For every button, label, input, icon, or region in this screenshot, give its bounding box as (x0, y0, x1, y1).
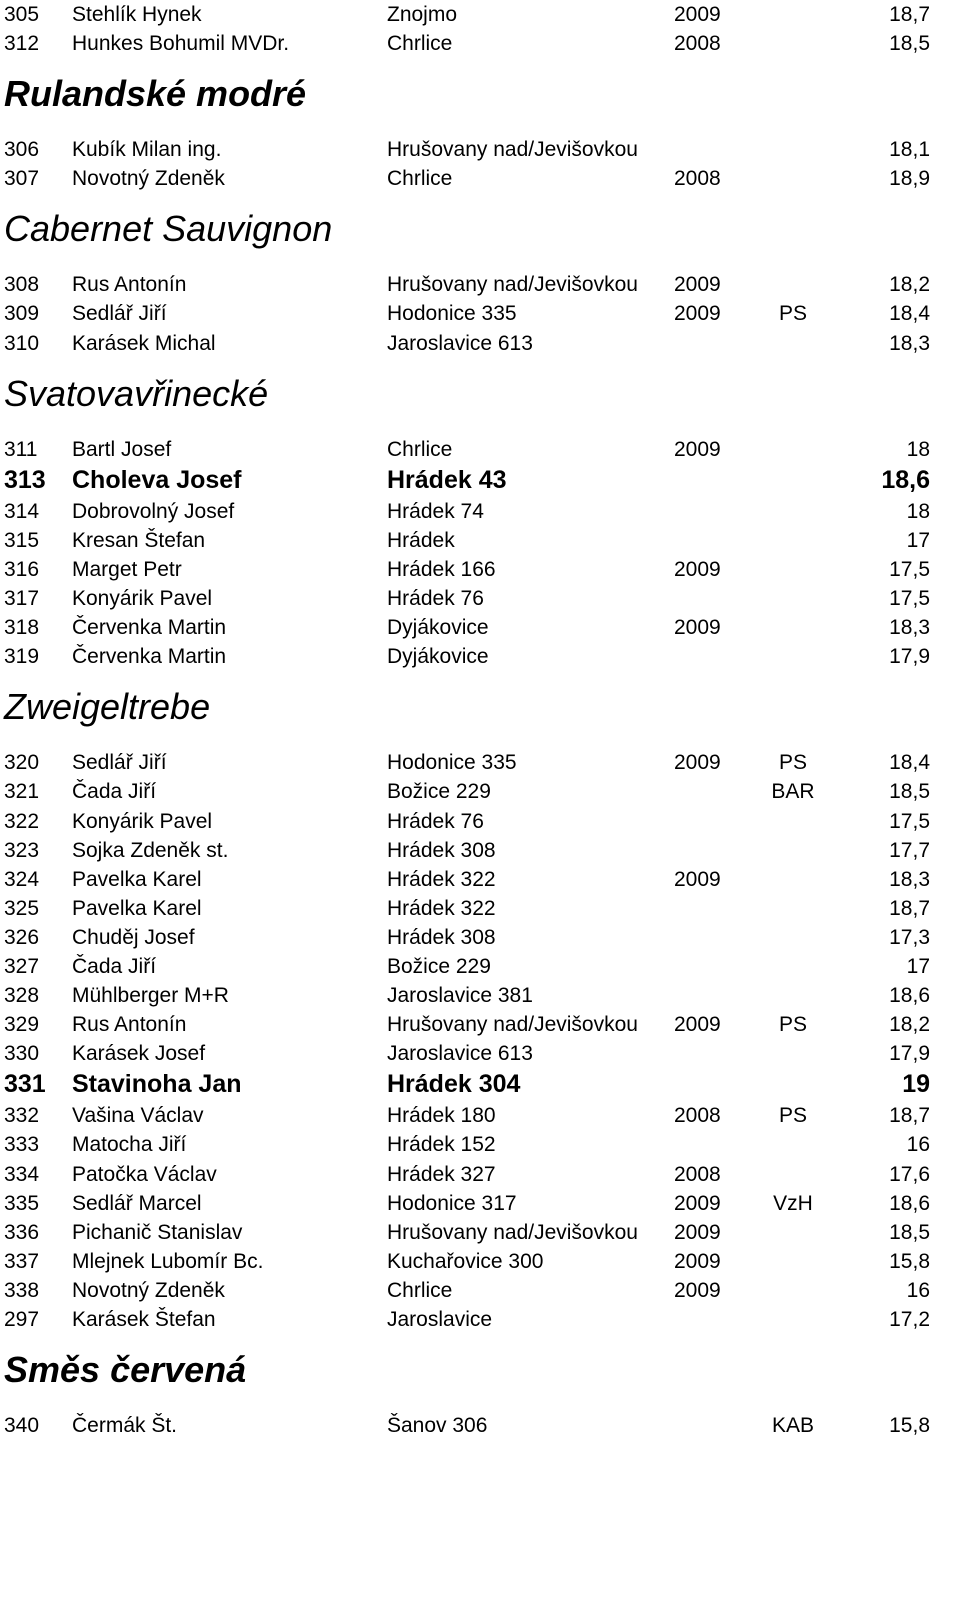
variety-note: PS (778, 751, 807, 775)
score-value: 17 (906, 528, 930, 552)
score-value: 17,5 (889, 809, 930, 833)
variety-note: PS (778, 302, 807, 326)
vintage-year: 2009 (674, 616, 721, 640)
grower-name: Sedlář Jiří (72, 302, 167, 326)
table-row (0, 135, 960, 164)
score-value: 18,7 (889, 1104, 930, 1128)
grower-name: Bartl Josef (72, 437, 172, 461)
entry-number: 307 (4, 167, 40, 191)
grower-name: Patočka Václav (72, 1162, 217, 1186)
grower-place: Hodonice 335 (387, 751, 517, 775)
grower-name: Novotný Zdeněk (72, 167, 225, 191)
entry-number: 319 (4, 645, 40, 669)
score-value: 18,2 (889, 273, 930, 297)
table-row (0, 1189, 960, 1218)
variety-note: BAR (771, 780, 815, 804)
grower-name: Konyárik Pavel (72, 587, 213, 611)
grower-place: Božice 229 (387, 780, 491, 804)
section-heading: Zweigeltrebe (4, 686, 211, 728)
grower-name: Čermák Št. (72, 1414, 178, 1438)
grower-name: Pavelka Karel (72, 867, 202, 891)
table-row (0, 1039, 960, 1068)
vintage-year: 2009 (674, 302, 721, 326)
grower-place: Chrlice (387, 32, 453, 56)
table-row (0, 29, 960, 58)
grower-place: Hrádek (387, 528, 455, 552)
grower-place: Hrádek 43 (387, 465, 507, 494)
grower-place: Hrádek 166 (387, 557, 496, 581)
grower-place: Hrádek 152 (387, 1133, 496, 1157)
grower-place: Božice 229 (387, 954, 491, 978)
score-value: 18,4 (889, 302, 930, 326)
grower-place: Znojmo (387, 3, 458, 26)
vintage-year: 2009 (674, 867, 721, 891)
grower-place: Hrušovany nad/Jevišovkou (387, 273, 638, 297)
score-value: 18,3 (889, 616, 930, 640)
grower-place: Jaroslavice 381 (387, 984, 533, 1008)
vintage-year: 2008 (674, 1104, 721, 1128)
entry-number: 336 (4, 1220, 40, 1244)
vintage-year: 2009 (674, 1220, 721, 1244)
vintage-year: 2009 (674, 1013, 721, 1037)
vintage-year: 2009 (674, 1278, 721, 1302)
grower-name: Karásek Štefan (72, 1308, 216, 1331)
grower-name: Čada Jiří (72, 780, 157, 804)
table-row (0, 329, 960, 358)
table-row (0, 1247, 960, 1276)
score-value: 18,5 (889, 780, 930, 804)
vintage-year: 2008 (674, 167, 721, 191)
score-value: 18,6 (889, 984, 930, 1008)
grower-name: Červenka Martin (72, 616, 227, 640)
grower-name: Matocha Jiří (72, 1133, 187, 1157)
vintage-year: 2008 (674, 1162, 721, 1186)
grower-place: Hrádek 304 (387, 1070, 521, 1099)
grower-place: Jaroslavice (387, 1308, 493, 1331)
score-value: 18,5 (889, 1220, 930, 1244)
score-value: 19 (902, 1070, 930, 1099)
grower-place: Dyjákovice (387, 616, 489, 640)
score-value: 17,5 (889, 557, 930, 581)
entry-number: 338 (4, 1278, 40, 1302)
section-heading: Cabernet Sauvignon (4, 208, 333, 250)
grower-name: Chuděj Josef (72, 925, 195, 949)
grower-name: Choleva Josef (72, 465, 242, 494)
grower-place: Hrádek 322 (387, 896, 496, 920)
entry-number: 328 (4, 984, 40, 1008)
table-row (0, 1411, 960, 1440)
score-value: 18,3 (889, 331, 930, 355)
entry-number: 309 (4, 302, 40, 326)
grower-name: Dobrovolný Josef (72, 499, 235, 523)
entry-number: 337 (4, 1249, 40, 1273)
grower-place: Hrádek 308 (387, 838, 496, 862)
entry-number: 335 (4, 1191, 40, 1215)
grower-place: Hrádek 322 (387, 867, 496, 891)
grower-name: Karásek Michal (72, 331, 216, 355)
score-value: 18,4 (889, 751, 930, 775)
grower-name: Sojka Zdeněk st. (72, 838, 229, 862)
entry-number: 317 (4, 587, 40, 611)
table-row (0, 1160, 960, 1189)
entry-number: 340 (4, 1414, 40, 1438)
grower-place: Hodonice 317 (387, 1191, 517, 1215)
grower-place: Hrušovany nad/Jevišovkou (387, 1220, 638, 1244)
table-row (0, 0, 960, 29)
vintage-year: 2009 (674, 751, 721, 775)
table-row (0, 1101, 960, 1130)
grower-name: Pichanič Stanislav (72, 1220, 243, 1244)
wine-section (0, 1348, 960, 1440)
grower-place: Šanov 306 (387, 1414, 488, 1438)
grower-name: Karásek Josef (72, 1042, 206, 1066)
entry-number: 316 (4, 557, 40, 581)
section-heading: Směs červená (4, 1349, 247, 1391)
vintage-year: 2009 (674, 273, 721, 297)
entry-number: 321 (4, 780, 40, 804)
score-value: 18,9 (889, 167, 930, 191)
entry-number: 311 (4, 437, 38, 461)
grower-name: Marget Petr (72, 557, 182, 581)
score-value: 16 (906, 1133, 930, 1157)
table-row (0, 865, 960, 894)
score-value: 17 (906, 954, 930, 978)
table-row (0, 981, 960, 1010)
entry-number: 327 (4, 954, 40, 978)
grower-name: Kubík Milan ing. (72, 138, 222, 162)
table-row (0, 435, 960, 464)
grower-place: Hrušovany nad/Jevišovkou (387, 138, 638, 162)
grower-name: Mlejnek Lubomír Bc. (72, 1249, 264, 1273)
grower-name: Rus Antonín (72, 1013, 187, 1037)
entry-number: 306 (4, 138, 40, 162)
wine-section (0, 0, 960, 58)
entry-number: 326 (4, 925, 40, 949)
entry-number: 297 (4, 1308, 40, 1331)
score-value: 18,2 (889, 1013, 930, 1037)
score-value: 16 (906, 1278, 930, 1302)
grower-place: Jaroslavice 613 (387, 331, 533, 355)
grower-name: Hunkes Bohumil MVDr. (72, 32, 290, 56)
grower-name: Stehlík Hynek (72, 3, 202, 26)
score-value: 18 (906, 499, 930, 523)
score-value: 17,7 (889, 838, 930, 862)
grower-name: Rus Antonín (72, 273, 187, 297)
table-row (0, 952, 960, 981)
variety-note: VzH (773, 1191, 813, 1215)
table-row (0, 464, 960, 497)
entry-number: 334 (4, 1162, 40, 1186)
score-value: 18,7 (889, 3, 930, 26)
table-row (0, 1218, 960, 1247)
grower-name: Čada Jiří (72, 954, 157, 978)
entry-number: 325 (4, 896, 40, 920)
table-row (0, 807, 960, 836)
vintage-year: 2009 (674, 1249, 721, 1273)
entry-number: 320 (4, 751, 40, 775)
score-value: 17,9 (889, 645, 930, 669)
wine-section (0, 207, 960, 357)
grower-name: Stavinoha Jan (72, 1070, 242, 1099)
entry-number: 318 (4, 616, 40, 640)
variety-note: PS (778, 1013, 807, 1037)
score-value: 15,8 (889, 1414, 930, 1438)
score-value: 17,2 (889, 1308, 930, 1331)
score-value: 17,9 (889, 1042, 930, 1066)
table-row (0, 299, 960, 328)
grower-place: Hrádek 327 (387, 1162, 496, 1186)
table-row (0, 1068, 960, 1101)
table-row (0, 1010, 960, 1039)
grower-name: Červenka Martin (72, 645, 227, 669)
vintage-year: 2008 (674, 32, 721, 56)
score-value: 18,6 (889, 1191, 930, 1215)
grower-place: Jaroslavice 613 (387, 1042, 533, 1066)
entry-number: 308 (4, 273, 40, 297)
score-value: 18,3 (889, 867, 930, 891)
table-row (0, 270, 960, 299)
grower-place: Hrádek 76 (387, 809, 484, 833)
table-row (0, 777, 960, 806)
entry-number: 312 (4, 32, 40, 56)
table-row (0, 497, 960, 526)
score-value: 17,3 (889, 925, 930, 949)
grower-place: Hodonice 335 (387, 302, 517, 326)
section-heading: Svatovavřinecké (4, 372, 269, 414)
wine-section (0, 72, 960, 193)
grower-place: Kuchařovice 300 (387, 1249, 544, 1273)
table-row (0, 1305, 960, 1334)
table-row (0, 164, 960, 193)
grower-place: Hrádek 308 (387, 925, 496, 949)
section-heading: Rulandské modré (4, 73, 307, 115)
table-row (0, 555, 960, 584)
table-row (0, 923, 960, 952)
score-value: 18,1 (889, 138, 930, 162)
entry-number: 322 (4, 809, 40, 833)
vintage-year: 2009 (674, 437, 721, 461)
table-row (0, 748, 960, 777)
grower-place: Hrádek 180 (387, 1104, 496, 1128)
table-row (0, 836, 960, 865)
vintage-year: 2009 (674, 557, 721, 581)
grower-place: Dyjákovice (387, 645, 489, 669)
grower-name: Konyárik Pavel (72, 809, 213, 833)
vintage-year: 2009 (674, 3, 721, 26)
entry-number: 332 (4, 1104, 40, 1128)
entry-number: 314 (4, 499, 40, 523)
grower-place: Chrlice (387, 167, 453, 191)
score-value: 17,5 (889, 587, 930, 611)
entry-number: 330 (4, 1042, 40, 1066)
table-row (0, 1276, 960, 1305)
grower-name: Kresan Štefan (72, 528, 206, 552)
variety-note: PS (778, 1104, 807, 1128)
wine-section (0, 685, 960, 1334)
entry-number: 315 (4, 528, 40, 552)
score-value: 17,6 (889, 1162, 930, 1186)
table-row (0, 526, 960, 555)
score-value: 18,6 (881, 465, 930, 494)
grower-place: Hrušovany nad/Jevišovkou (387, 1013, 638, 1037)
variety-note: KAB (771, 1414, 815, 1438)
grower-name: Mühlberger M+R (72, 984, 229, 1008)
entry-number: 333 (4, 1133, 40, 1157)
grower-place: Chrlice (387, 1278, 453, 1302)
score-value: 15,8 (889, 1249, 930, 1273)
entry-number: 305 (4, 3, 40, 26)
score-value: 18 (906, 437, 930, 461)
table-row (0, 1130, 960, 1159)
table-row (0, 894, 960, 923)
grower-place: Chrlice (387, 437, 453, 461)
score-value: 18,5 (889, 32, 930, 56)
wine-section (0, 372, 960, 672)
entry-number: 331 (4, 1070, 46, 1099)
table-row (0, 642, 960, 671)
grower-place: Hrádek 76 (387, 587, 484, 611)
grower-place: Hrádek 74 (387, 499, 484, 523)
grower-name: Vašina Václav (72, 1104, 204, 1128)
grower-name: Pavelka Karel (72, 896, 202, 920)
grower-name: Sedlář Jiří (72, 751, 167, 775)
entry-number: 313 (4, 465, 46, 494)
grower-name: Novotný Zdeněk (72, 1278, 225, 1302)
entry-number: 329 (4, 1013, 40, 1037)
vintage-year: 2009 (674, 1191, 721, 1215)
entry-number: 310 (4, 331, 40, 355)
entry-number: 324 (4, 867, 40, 891)
table-row (0, 613, 960, 642)
grower-name: Sedlář Marcel (72, 1191, 202, 1215)
score-value: 18,7 (889, 896, 930, 920)
entry-number: 323 (4, 838, 40, 862)
table-row (0, 584, 960, 613)
